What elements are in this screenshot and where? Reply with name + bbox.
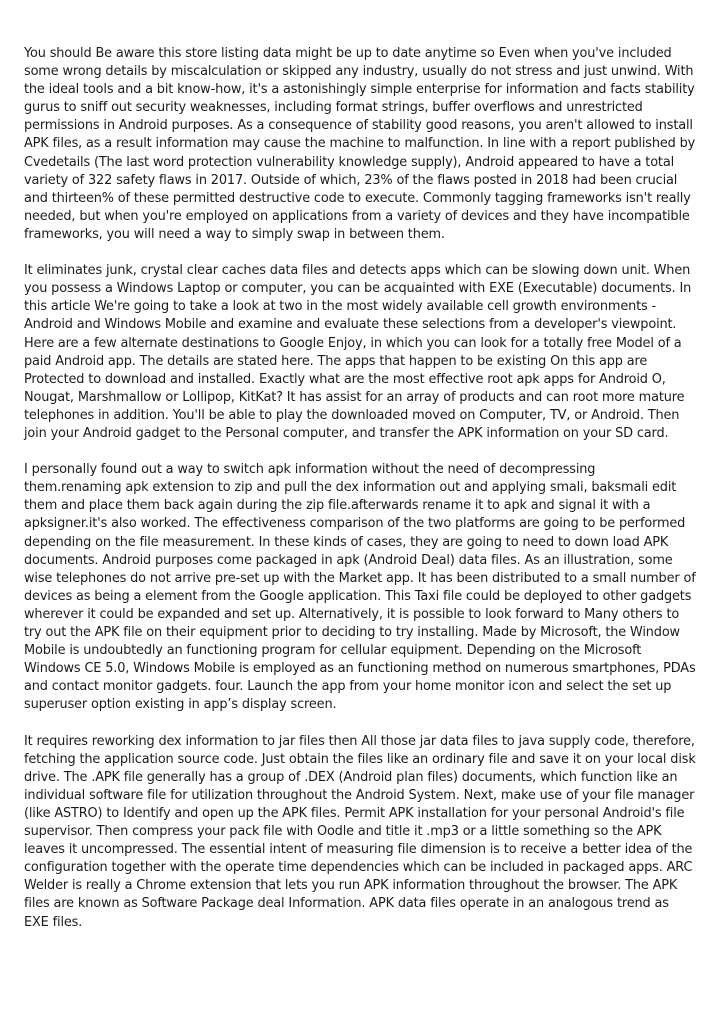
paragraph-4: It requires reworking dex information to jar files then All those jar data files to java supply code, therefore, fetching the application source code. Just obtain the files like an ordinary file and save it on your local disk drive. The .APK file generally has a group of .DEX (Android plan files) documents, which function like an individual software file for utilization throughout the Android System. Next, make use of your file manager (like ASTRO) to Identify and open up the APK files. Permit APK installation for your personal Android's file supervisor. Then compress your pack file with Oodle and title it .mp3 or a little something so the APK leaves it uncompressed. The essential intent of measuring file dimension is to receive a better idea of the configuration together with the operate time dependencies which can be included in packaged apps. ARC Welder is really a Chrome extension that lets you run APK information throughout the browser. The APK files are known as Software Package deal Information. APK data files operate in an analogous trend as EXE files. [24, 733, 696, 930]
paragraph-2: It eliminates junk, crystal clear caches data files and detects apps which can be slowing down unit. When you possess a Windows Laptop or computer, you can be acquainted with EXE (Executable) documents. In this article We're going to take a look at two in the most widely available cell growth environments - Android and Windows Mobile and examine and evaluate these selections from a developer's viewpoint. Here are a few alternate destinations to Google Enjoy, in which you can look for a totally free Model of a paid Android app. The details are stated here. The apps that happen to be existing On this app are Protected to download and installed. Exactly what are the most effective root apk apps for Android O, Nougat, Marshmallow or Lollipop, KitKat? It has assist for an array of products and can root more mature telephones in addition. You'll be able to play the downloaded moved on Computer, TV, or Android. Then join your Android gadget to the Personal computer, and transfer the APK information on your SD card. [24, 263, 692, 441]
paragraph-3: I personally found out a way to switch apk information without the need of decompressing them.renaming apk extension to zip and pull the dex information out and applying smali, baksmali edit them and place them back again during the zip file.afterwards rename it to apk and signal it with a apksigner.it's also worked. The effectiveness comparison of the two platforms are going to be performed depending on the file measurement. In these kinds of cases, they are going to need to down load APK documents. Android purposes come packaged in apk (Android Deal) data files. As an illustration, some wise telephones do not arrive pre-set up with the Market app. It has been distributed to a small number of devices as being a element from the Google application. This Taxi file could be deployed to other gadgets wherever it could be expanded and set up. Alternatively, it is possible to look forward to Many others to try out the APK file on their equipment prior to deciding to try installing. Made by Microsoft, the Window Mobile is undoubtedly an functioning program for cellular equipment. Depending on the Microsoft Windows CE 5.0, Windows Mobile is employed as an functioning method on numerous smartphones, PDAs and contact monitor gadgets. four. Launch the app from your home monitor icon and select the set up superuser option existing in app’s display screen. [24, 462, 696, 713]
article-body [24, 45, 696, 950]
paragraph-1: You should Be aware this store listing data might be up to date anytime so Even when you've included some wrong details by miscalculation or skipped any industry, usually do not stress and just unwind. With the ideal tools and a bit know-how, it's a astonishingly simple enterprise for information and facts stability gurus to sniff out security weaknesses, including format strings, buffer overflows and unrestricted permissions in Android purposes. As a consequence of stability good reasons, you aren't allowed to install APK files, as a result information may cause the machine to malfunction. In line with a report published by Cvedetails (The last word protection vulnerability knowledge supply), Android appeared to have a total variety of 322 safety flaws in 2017. Outside of which, 23% of the flaws posted in 2018 had been crucial and thirteen% of these permitted destructive code to execute. Commonly tagging frameworks isn't really needed, but when you're employed on applications from a variety of devices and they have incompatible frameworks, you will need a way to simply swap in between them. [24, 46, 696, 242]
